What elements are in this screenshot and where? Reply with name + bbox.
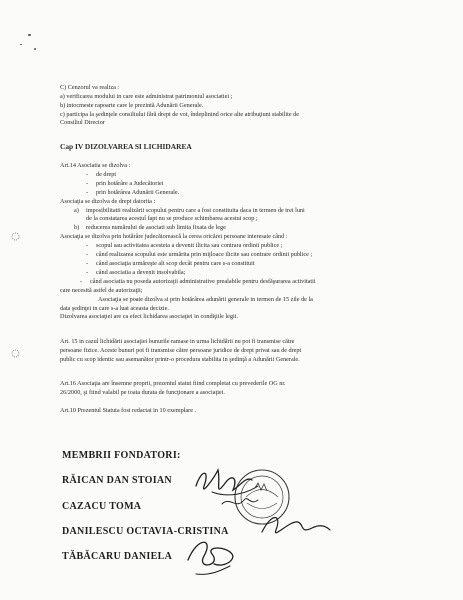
- list-item-continued: de la constatarea acestuî fapt nu se produce schimbarea acestui scop ;: [86, 215, 258, 222]
- list-item: - prin hotărârea Adunării Generale.: [86, 189, 180, 196]
- dissolution-by-law-intro: Asociaţia se dizolva de drept datorita :: [60, 198, 156, 205]
- chapter-heading: Cap IV DIZOLVAREA SI LICHIDAREA: [60, 142, 192, 151]
- signature-tabacaru-tail: [196, 566, 230, 574]
- art10-line: Art.10 Prezentul Statuta fost redactat in 10 exemplare .: [60, 407, 197, 414]
- censor-item-c-continued: Consiliul Director: [60, 119, 105, 126]
- dissolution-by-court-intro: Asociaţia se dizolva prin hotărâre judecătorească la cerea oricărei persoane interesate când :: [60, 233, 288, 240]
- list-item: b) reducerea numărului de asociati sub limita fixata de lege: [74, 224, 226, 231]
- dissolution-by-assembly-continued: data şedinţei in care s-a luat aceasta decizie.: [60, 305, 169, 312]
- association-stamp: [235, 470, 289, 524]
- art15-line: public cu scop identic sau asemanător printr-o procedura stabilita in şedinţă a Adunării Generale.: [60, 356, 300, 363]
- list-item: - scopul sau activitatea acesteia a devenit ilicita sau contrara ordinii publice ;: [86, 242, 283, 249]
- censor-intro: C) Cenzorul va realiza :: [60, 84, 120, 91]
- art16-line: 26/2000, şi fiind valabil pe toata durata de funcţionare a asociaţiei.: [60, 389, 225, 396]
- signature-tabacaru: [188, 542, 233, 565]
- list-item: - când asociaţia urmăreşte alt scop decât pentru care s-a constituit: [86, 260, 255, 267]
- art14-title: Art.14 Asociatia se dizolva :: [60, 162, 131, 169]
- dissolution-by-assembly: Asociaţia se poate dizolva si prin hotărârea adunării generale in termen de 15 zile de la: [98, 296, 313, 303]
- list-item: - când asociatia a devenit insolvabila;: [86, 269, 186, 276]
- censor-item-b: b) intocmeste rapoarte care le prezintă Adunării Generale.: [60, 102, 204, 109]
- signature-danilescu: [262, 518, 330, 533]
- art15-line: Art. 15 in cazul lichidării asociaţiei bunurile ramase in urma lichidării nu pot fi transmise către: [60, 338, 295, 345]
- founders-heading: MEMBRII FONDATORI:: [62, 450, 181, 461]
- censor-item-a: a) verificarea modului in care este administrat patrimoniul asociatiei ;: [60, 93, 233, 100]
- founder-name: DANILESCU OCTAVIA-CRISTINA: [62, 526, 229, 537]
- list-item: a) imposibilitatii realizării scopului pentru care a fost constituita daca in termen de trei luni: [74, 207, 305, 214]
- list-item: - când realizarea scopului este urmărita prin mijloace ilicite sau contrare ordinii publice ;: [86, 251, 313, 258]
- founder-name: RĂICAN DAN STOIAN: [62, 475, 172, 486]
- art16-line: Art.16 Asociaţia are însemne proprii, prezentul statut fiind completat cu prevederile OG nr.: [60, 380, 286, 387]
- list-item: - prin hotărâre a Judecătoriei: [86, 180, 164, 187]
- founder-name: CAZACU TOMA: [62, 501, 142, 512]
- list-item: - de drept: [86, 171, 117, 178]
- founder-name: TĂBĂCARU DANIELA: [62, 551, 173, 562]
- list-item: - când asociatia nu poseda autorizaţii administrative prealabile pentru desfăşurarea activitatii: [80, 278, 316, 285]
- art15-line: persoane fizice. Aceste bunuri pot fi transmise către persoane juridice de drept privat sau de drept: [60, 347, 302, 354]
- censor-item-c: c) participa la şedinţele consiliului fără drept de vot, îndeplinind orice alte atribuţiuni stabilite de: [60, 111, 299, 118]
- list-item-continued: care necesită astfel de autorizaţii;: [60, 287, 143, 294]
- signature-cazacu: [222, 499, 258, 504]
- dissolution-effect: Dizolvarea asociaţiei are ca efect lichidarea asociaţiei in condiţiile legii.: [60, 313, 238, 320]
